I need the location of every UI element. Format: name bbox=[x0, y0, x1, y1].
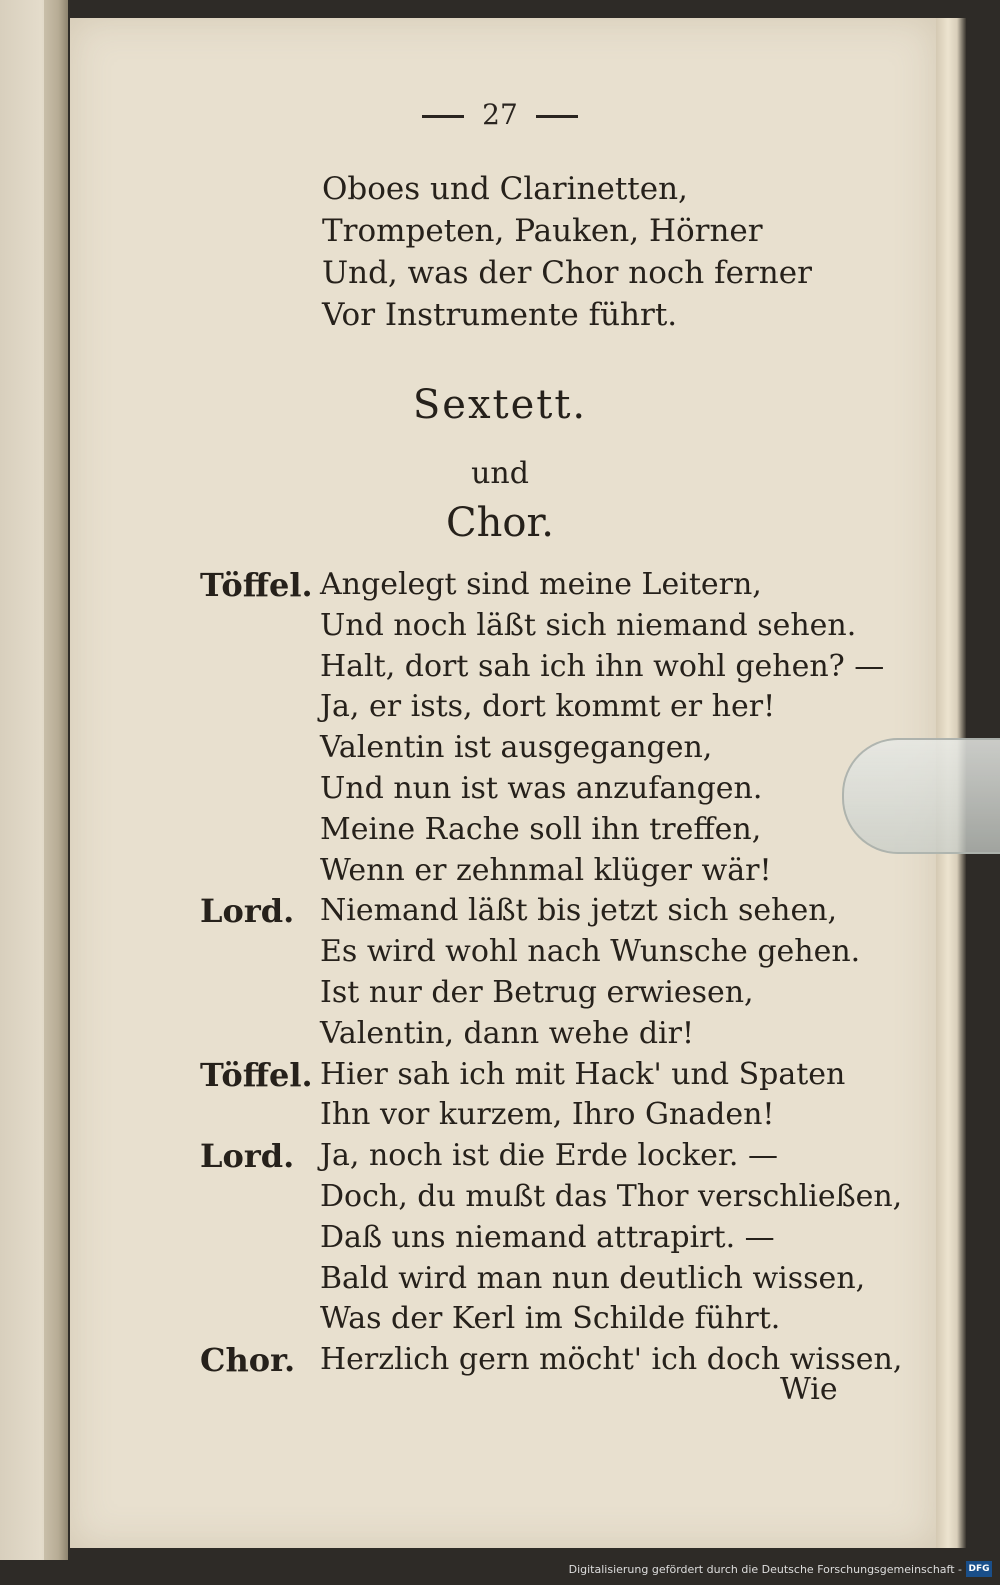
speaker bbox=[200, 1259, 320, 1300]
speaker: Lord. bbox=[200, 1137, 295, 1176]
dialogue-line bbox=[200, 1014, 902, 1055]
dfg-logo: DFG bbox=[966, 1561, 992, 1577]
line-text: Herzlich gern möcht' ich doch wissen, bbox=[320, 1342, 903, 1378]
verse-line: Und, was der Chor noch ferner bbox=[322, 255, 812, 291]
dialogue-line bbox=[200, 1177, 902, 1218]
book-spine-edge bbox=[44, 0, 68, 1560]
dialogue-line bbox=[200, 1299, 902, 1340]
line-text: Niemand läßt bis jetzt sich sehen, bbox=[320, 893, 838, 929]
line-text: Und nun ist was anzufangen. bbox=[320, 770, 763, 806]
dash-left bbox=[422, 115, 464, 118]
speaker bbox=[200, 769, 320, 810]
verse-line: Vor Instrumente führt. bbox=[322, 297, 678, 333]
line-text: Bald wird man nun deutlich wissen, bbox=[320, 1260, 866, 1296]
speaker bbox=[200, 1299, 320, 1340]
dialogue-line bbox=[200, 932, 902, 973]
line-text: Ja, er ists, dort kommt er her! bbox=[320, 689, 776, 725]
speaker bbox=[200, 728, 320, 769]
line-text: Valentin, dann wehe dir! bbox=[320, 1015, 695, 1051]
line-text: Ihn vor kurzem, Ihro Gnaden! bbox=[320, 1097, 775, 1133]
section-subtitle: Chor. bbox=[446, 500, 554, 546]
dialogue-line bbox=[200, 728, 902, 769]
dialogue-block bbox=[200, 565, 902, 1381]
dash-right bbox=[536, 115, 578, 118]
section-conjunction: und bbox=[471, 456, 529, 491]
line-text: Und noch läßt sich niemand sehen. bbox=[320, 607, 857, 643]
dialogue-line bbox=[200, 1055, 902, 1096]
footer-credit: Digitalisierung gefördert durch die Deutsche Forschungsgemeinschaft - bbox=[568, 1563, 962, 1576]
dialogue-line bbox=[200, 810, 902, 851]
line-text: Meine Rache soll ihn treffen, bbox=[320, 811, 762, 847]
line-text: Was der Kerl im Schilde führt. bbox=[320, 1301, 781, 1337]
dialogue-line bbox=[200, 1218, 902, 1259]
speaker bbox=[200, 1177, 320, 1218]
speaker bbox=[200, 1218, 320, 1259]
section-title: Sextett. bbox=[412, 382, 588, 428]
dialogue-line bbox=[200, 565, 902, 606]
dialogue-line bbox=[200, 647, 902, 688]
speaker bbox=[200, 1095, 320, 1136]
dialogue-line bbox=[200, 606, 902, 647]
speaker bbox=[200, 932, 320, 973]
line-text: Angelegt sind meine Leitern, bbox=[320, 567, 762, 602]
line-text: Daß uns niemand attrapirt. — bbox=[320, 1219, 775, 1255]
speaker bbox=[200, 973, 320, 1014]
speaker: Chor. bbox=[200, 1341, 296, 1380]
speaker: Töffel. bbox=[200, 1055, 313, 1094]
catchword: Wie bbox=[780, 1372, 838, 1407]
speaker bbox=[200, 647, 320, 688]
dialogue-line bbox=[200, 1136, 902, 1177]
page-number-text: 27 bbox=[482, 98, 518, 131]
line-text: Valentin ist ausgegangen, bbox=[320, 730, 713, 766]
speaker bbox=[200, 1014, 320, 1055]
speaker bbox=[200, 851, 320, 892]
line-text: Ja, noch ist die Erde locker. — bbox=[320, 1138, 778, 1174]
dialogue-line bbox=[200, 769, 902, 810]
line-text: Doch, du mußt das Thor verschließen, bbox=[320, 1178, 903, 1214]
speaker bbox=[200, 687, 320, 728]
speaker bbox=[200, 606, 320, 647]
dialogue-line bbox=[200, 973, 902, 1014]
dialogue-line bbox=[200, 687, 902, 728]
dialogue-line bbox=[200, 1259, 902, 1300]
line-text: Ist nur der Betrug erwiesen, bbox=[320, 974, 754, 1010]
speaker bbox=[200, 810, 320, 851]
line-text: Es wird wohl nach Wunsche gehen. bbox=[320, 934, 861, 970]
verse-block bbox=[322, 168, 812, 336]
line-text: Halt, dort sah ich ihn wohl gehen? — bbox=[320, 648, 885, 684]
speaker: Lord. bbox=[200, 892, 295, 931]
verse-line: Oboes und Clarinetten, bbox=[322, 171, 688, 207]
dialogue-line bbox=[200, 851, 902, 892]
dialogue-line bbox=[200, 891, 902, 932]
speaker: Töffel. bbox=[200, 566, 313, 604]
line-text: Wenn er zehnmal klüger wär! bbox=[320, 852, 772, 888]
line-text: Hier sah ich mit Hack' und Spaten bbox=[320, 1056, 846, 1092]
verse-line: Trompeten, Pauken, Hörner bbox=[322, 213, 763, 249]
page-number bbox=[0, 98, 1000, 131]
dialogue-line bbox=[200, 1095, 902, 1136]
